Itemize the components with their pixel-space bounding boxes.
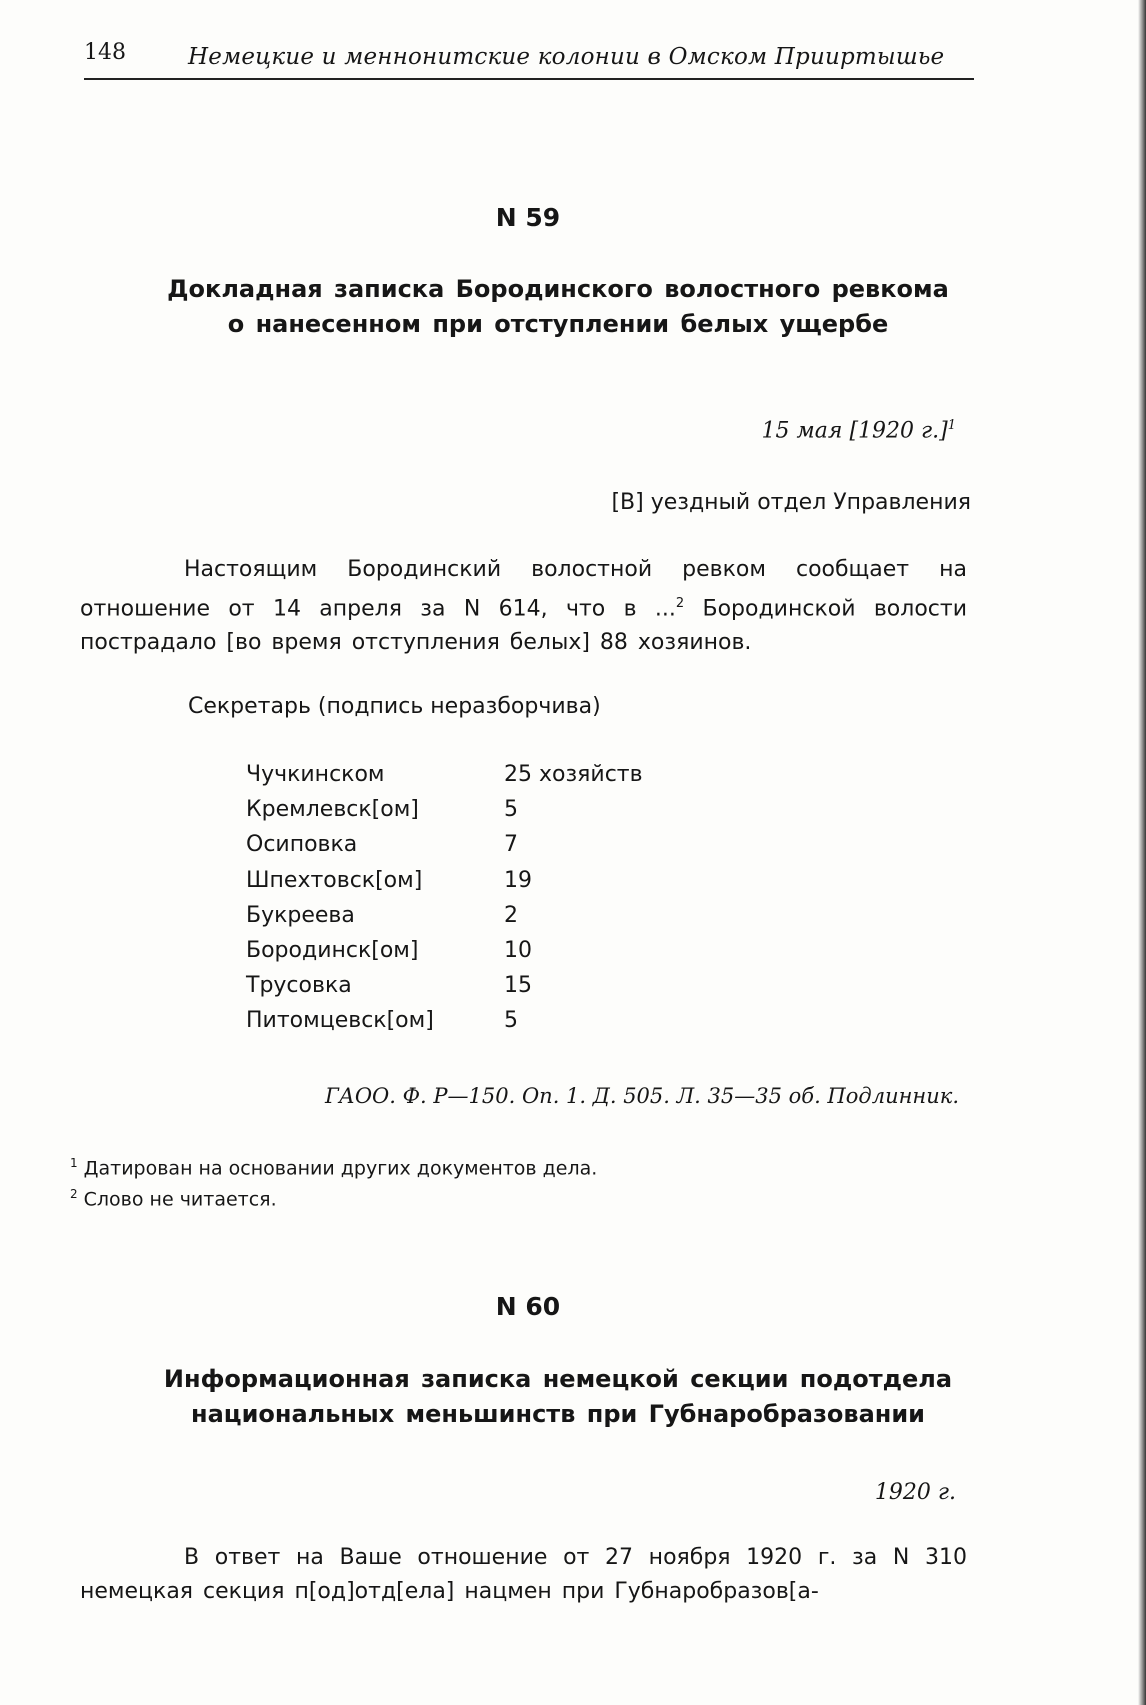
table-row <box>246 898 643 933</box>
footnote-2 <box>70 1187 277 1210</box>
doc60-date: 1920 г. <box>874 1480 956 1505</box>
table-place: Осиповка <box>246 832 358 858</box>
doc59-body-part1: Настоящим Бородинский волостной ревком сообщает на отношение от 14 апреля за N 614, что в ... <box>80 557 967 622</box>
page-number: 148 <box>84 40 126 65</box>
table-row <box>246 757 643 792</box>
scan-edge-shadow <box>1138 0 1146 1705</box>
table-count: 7 <box>504 832 518 858</box>
footnote-mark: 2 <box>70 1187 78 1201</box>
table-count: 2 <box>504 902 518 928</box>
table-count: 5 <box>504 1008 518 1034</box>
table-row <box>246 792 643 827</box>
running-title: Немецкие и меннонитские колонии в Омском Прииртышье <box>188 44 945 70</box>
table-row <box>246 1003 643 1038</box>
doc60-title-line1: Информационная записка немецкой секции подотдела <box>163 1365 953 1393</box>
doc59-number: N 59 <box>495 203 561 232</box>
doc60-body <box>80 1541 967 1609</box>
table-row <box>246 968 643 1003</box>
doc60-title <box>60 1362 1056 1432</box>
doc59-title-line2: о нанесенном при отступлении белых ущербе <box>227 310 889 338</box>
doc59-date-text: 15 мая [1920 г.] <box>761 418 948 444</box>
doc59-date-footnote-ref: 1 <box>947 418 956 433</box>
doc59-title <box>60 272 1056 342</box>
table-count: 19 <box>504 867 532 893</box>
doc59-signature: Секретарь (подпись неразборчива) <box>188 694 601 719</box>
table-count: 15 <box>504 973 532 999</box>
table-place: Питомцевск[ом] <box>246 1008 434 1034</box>
footnote-text: Слово не читается. <box>83 1188 277 1211</box>
farm-table <box>246 757 643 1039</box>
footnote-mark: 1 <box>70 1156 78 1170</box>
doc59-body-part2: Бородинской волости пострадало [во время отступления белых] 88 хозяинов. <box>80 596 967 656</box>
doc59-body <box>80 553 967 660</box>
doc59-archive-source: ГАОО. Ф. Р—150. Оп. 1. Д. 505. Л. 35—35 об. Подлинник. <box>325 1084 959 1108</box>
doc60-number: N 60 <box>495 1292 561 1321</box>
footnote-1 <box>70 1156 597 1179</box>
table-row <box>246 933 643 968</box>
table-count: 10 <box>504 938 532 964</box>
table-place: Бородинск[ом] <box>246 938 419 964</box>
table-place: Шпехтовск[ом] <box>246 867 423 893</box>
table-count: 5 <box>504 797 518 823</box>
doc60-body-text: В ответ на Ваше отношение от 27 ноября 1920 г. за N 310 немецкая секция п[од]отд[ела] нацмен при Губнаробразов[а- <box>80 1545 967 1604</box>
table-row <box>246 863 643 898</box>
page-header <box>84 38 974 80</box>
table-row <box>246 827 643 862</box>
doc59-date <box>762 418 956 443</box>
table-count: 25 хозяйств <box>504 762 643 788</box>
footnote-text: Датирован на основании других документов дела. <box>83 1157 598 1180</box>
table-place: Трусовка <box>246 973 352 999</box>
table-place: Букреева <box>246 902 355 928</box>
table-place: Чучкинском <box>246 762 385 788</box>
doc60-title-line2: национальных меньшинств при Губнаробразовании <box>191 1400 925 1428</box>
table-place: Кремлевск[ом] <box>246 797 419 823</box>
doc59-title-line1: Докладная записка Бородинского волостного ревкома <box>167 275 949 303</box>
doc59-body-footnote-ref: 2 <box>675 596 685 611</box>
doc59-addressee: [В] уездный отдел Управления <box>611 490 971 515</box>
